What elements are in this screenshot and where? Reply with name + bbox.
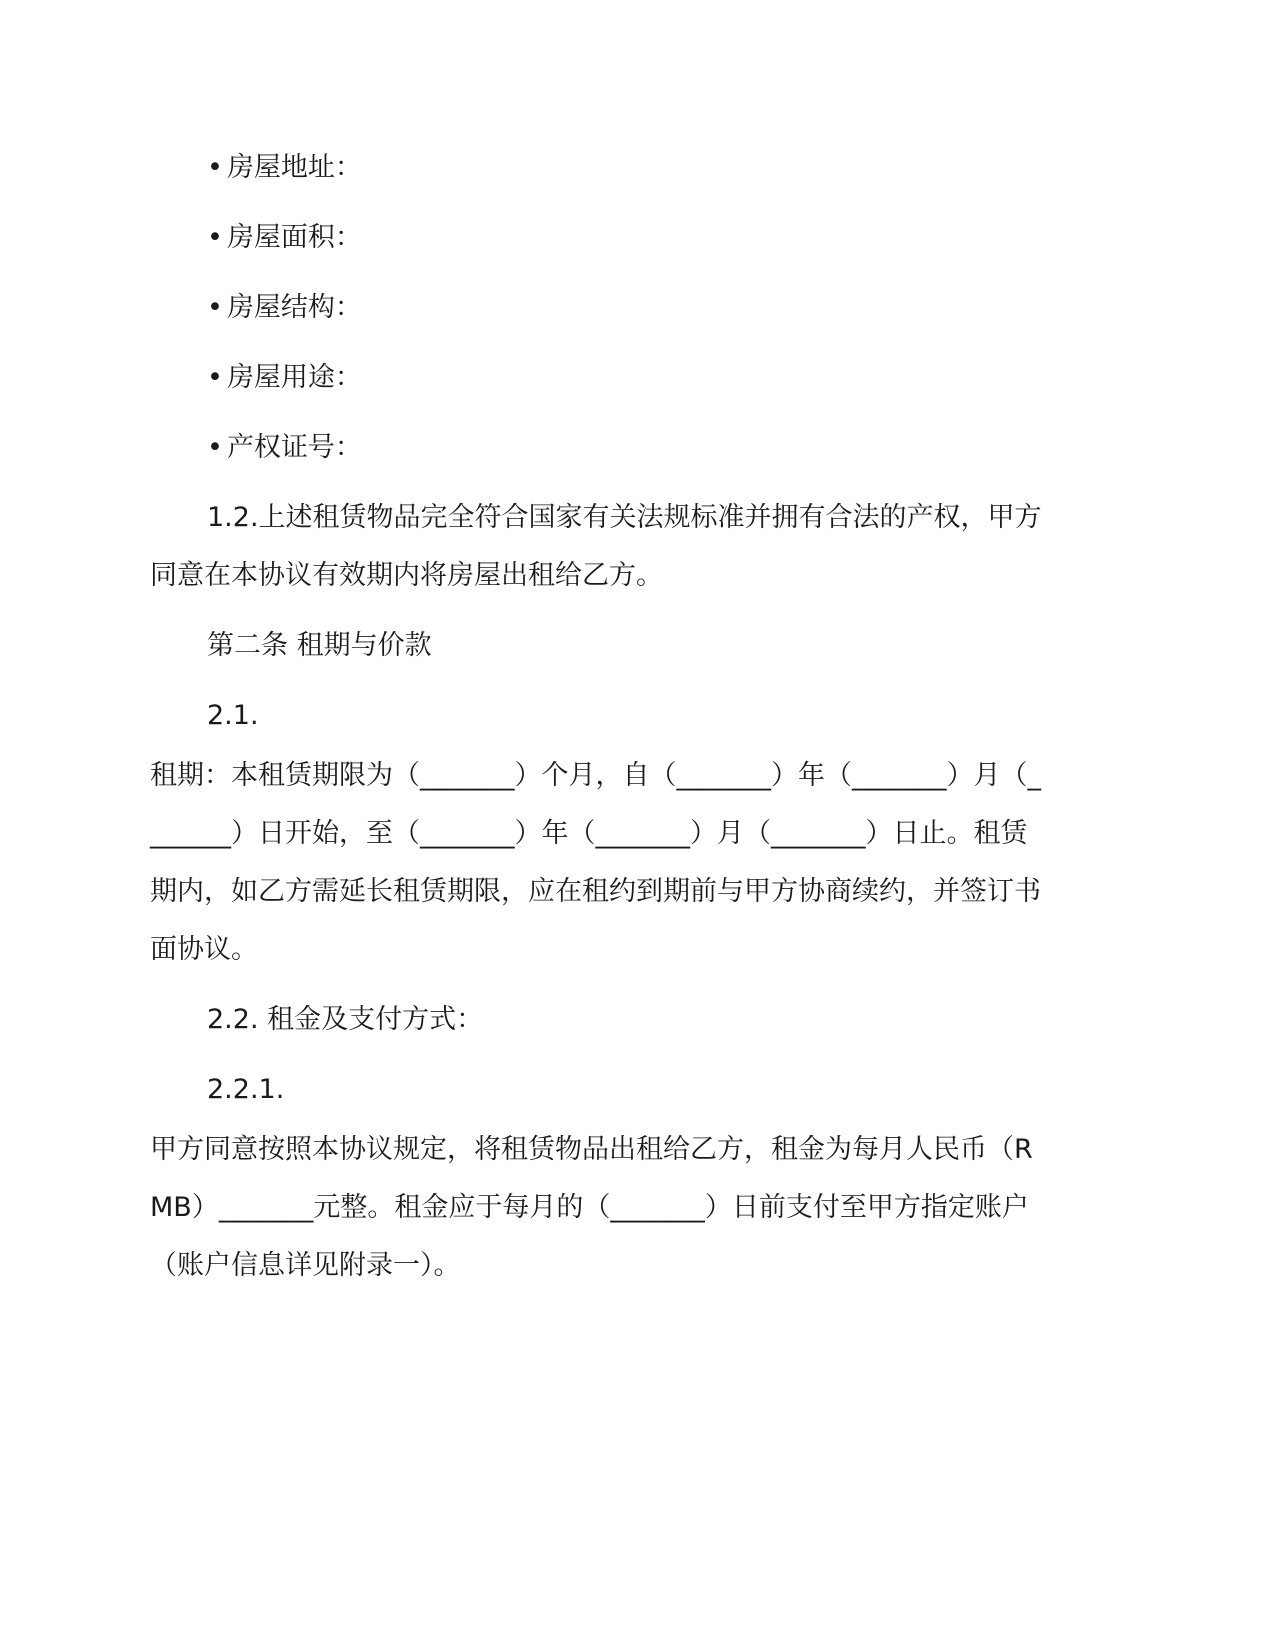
clause-1-2-line2: 同意在本协议有效期内将房屋出租给乙方。 xyxy=(150,560,663,591)
clause-2-2-1-line2: MB）_______元整。租金应于每月的（_______）日前支付至甲方指定账户 xyxy=(150,1192,1029,1223)
clause-1-2-line1: 1.2.上述租赁物品完全符合国家有关法规标准并拥有合法的产权，甲方 xyxy=(207,502,1042,533)
field-label: 房屋结构： xyxy=(226,292,362,323)
article-2-heading: 第二条 租期与价款 xyxy=(207,630,432,661)
field-property-cert-no xyxy=(207,428,362,468)
field-house-usage xyxy=(207,358,362,398)
field-house-address xyxy=(207,148,362,188)
clause-2-1-number: 2.1. xyxy=(207,700,259,731)
clause-2-1-line1: 租期：本租赁期限为（_______）个月，自（_______）年（_______）月（_ xyxy=(150,760,1041,791)
clause-2-1-line2: ______）日开始，至（_______）年（_______）月（_______）日止。租赁 xyxy=(150,818,1028,849)
clause-2-2-1-line1: 甲方同意按照本协议规定，将租赁物品出租给乙方，租金为每月人民币（R xyxy=(150,1134,1033,1165)
clause-2-1-line4: 面协议。 xyxy=(150,934,258,965)
bullet-icon: • xyxy=(207,152,223,183)
field-label: 产权证号： xyxy=(226,432,362,463)
field-house-structure xyxy=(207,288,362,328)
clause-2-2-1-number: 2.2.1. xyxy=(207,1074,285,1105)
bullet-icon: • xyxy=(207,292,223,323)
field-house-area xyxy=(207,218,362,258)
bullet-icon: • xyxy=(207,432,223,463)
field-label: 房屋面积： xyxy=(226,222,362,253)
bullet-icon: • xyxy=(207,362,223,393)
clause-2-2-title: 2.2. 租金及支付方式： xyxy=(207,1004,484,1035)
bullet-icon: • xyxy=(207,222,223,253)
field-label: 房屋地址： xyxy=(226,152,362,183)
clause-2-1-line3: 期内，如乙方需延长租赁期限，应在租约到期前与甲方协商续约，并签订书 xyxy=(150,876,1041,907)
clause-2-2-1-line3: （账户信息详见附录一）。 xyxy=(150,1250,461,1281)
field-label: 房屋用途： xyxy=(226,362,362,393)
